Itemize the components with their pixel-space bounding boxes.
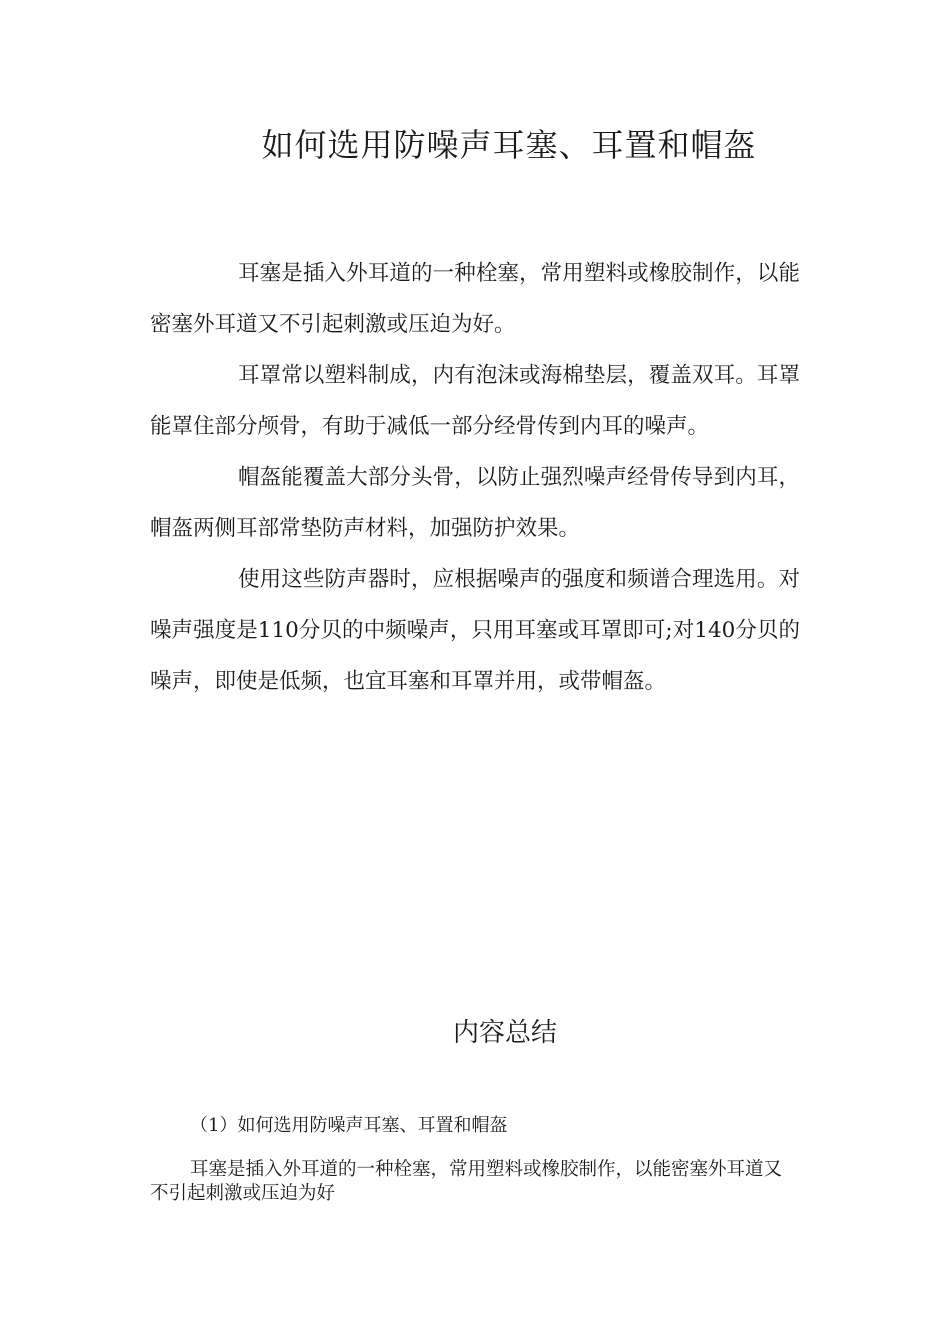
document-title: 如何选用防噪声耳塞、耳置和帽盔 bbox=[261, 126, 757, 164]
paragraph-earplugs: 耳塞是插入外耳道的一种栓塞，常用塑料或橡胶制作，以能密塞外耳道又不引起刺激或压迫为好。 bbox=[150, 261, 800, 337]
summary-heading: 内容总结 bbox=[452, 1018, 557, 1048]
summary-item-text: 耳塞是插入外耳道的一种栓塞，常用塑料或橡胶制作，以能密塞外耳道又不引起刺激或压迫为好 bbox=[150, 1159, 783, 1204]
paragraph-earmuffs: 耳罩常以塑料制成，内有泡沫或海棉垫层，覆盖双耳。耳罩能罩住部分颅骨，有助于减低一部分经骨传到内耳的噪声。 bbox=[150, 363, 800, 439]
summary-item-label: （1）如何选用防噪声耳塞、耳置和帽盔 bbox=[190, 1115, 508, 1136]
paragraph-helmet: 帽盔能覆盖大部分头骨，以防止强烈噪声经骨传导到内耳，帽盔两侧耳部常垫防声材料，加强防护效果。 bbox=[150, 465, 800, 541]
document-body bbox=[150, 248, 800, 707]
paragraph-usage: 使用这些防声器时，应根据噪声的强度和频谱合理选用。对噪声强度是110分贝的中频噪声，只用耳塞或耳罩即可;对140分贝的噪声，即使是低频，也宜耳塞和耳罩并用，或带帽盔。 bbox=[150, 567, 800, 694]
